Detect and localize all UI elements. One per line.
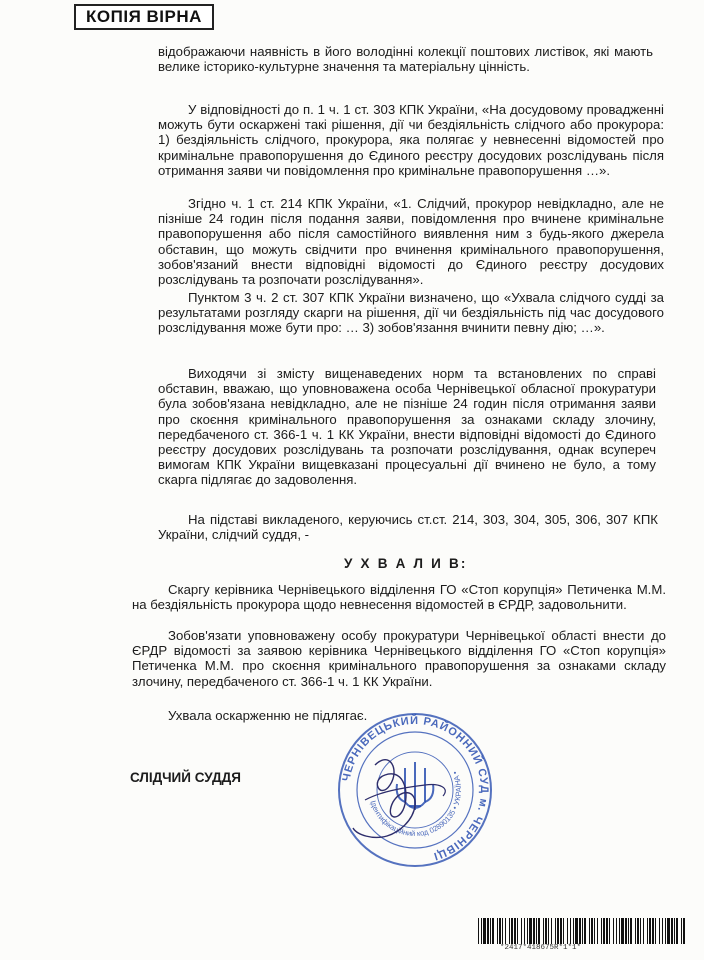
barcode-bar (649, 918, 651, 944)
barcode-bar (567, 918, 568, 944)
paragraph-5: Виходячи зі змісту вищенаведених норм та встановлених по справі обставин, вважаю, що уповноважена особа Чернівецької обласної прокуратури була зобов'язана невідкладно, але не пізніше 24 годин після отримання заяви про скоєння кримінального правопорушення за ознаками складу злочину, передбаченого ст. 366-1 ч. 1 КК України, внести відповідні відомості до Єдиного реєстру досудових розслідувань та розпочати розслідування, однак всупереч вимогам КПК України вищевказані процесуальні дії вчинено не було, а тому скарга підлягає до задоволення. (158, 366, 656, 488)
barcode-bar (557, 918, 559, 944)
barcode-bar (683, 918, 685, 944)
barcode-bar (555, 918, 556, 944)
barcode-bar (490, 918, 491, 944)
judge-signature (345, 740, 465, 850)
paragraph-9: Ухвала оскарженню не підлягає. (168, 708, 368, 723)
barcode-bar (582, 918, 583, 944)
barcode-bar (536, 918, 537, 944)
barcode-bar (548, 918, 549, 944)
barcode-bar (609, 918, 610, 944)
seal-inner-text: Ідентифікаційний код 02890135 • УКРАЇНА • (368, 769, 464, 839)
barcode-bar (521, 918, 522, 944)
barcode-bar (517, 918, 518, 944)
barcode-bar (478, 918, 479, 944)
barcode-bar (499, 918, 501, 944)
barcode-bar (514, 918, 516, 944)
barcode-bar (594, 918, 595, 944)
barcode-bar (543, 918, 544, 944)
barcode-bar (674, 918, 675, 944)
paragraph-6: На підставі викладеного, керуючись ст.ст. 214, 303, 304, 305, 306, 307 КПК України, слідчий суддя, - (158, 512, 658, 543)
barcode-bar (659, 918, 660, 944)
barcode-bar (481, 918, 482, 944)
barcode-bar (625, 918, 627, 944)
barcode-bar (533, 918, 535, 944)
barcode-bar (662, 918, 663, 944)
barcode-bar (584, 918, 586, 944)
barcode-bar (505, 918, 506, 944)
barcode-bar (667, 918, 670, 944)
barcode-bar (640, 918, 641, 944)
barcode-bar (676, 918, 678, 944)
barcode-bar (487, 918, 489, 944)
paragraph-3: Згідно ч. 1 ст. 214 КПК України, «1. Слідчий, прокурор невідкладно, але не пізніше 24 годин після подання заяви, повідомлення про вчинене кримінальне правопорушення або після самостійного виявлення ним з будь-якого джерела обставин, що можуть свідчити про вчинення кримінального правопорушення, зобов'язаний внести відповідні відомості до Єдиного реєстру досудових розслідувань та розпочати розслідування». (158, 196, 664, 288)
barcode-bar (606, 918, 608, 944)
barcode-bar (621, 918, 624, 944)
barcode-bar (511, 918, 513, 944)
barcode-bar (589, 918, 590, 944)
paragraph-2: У відповідності до п. 1 ч. 1 ст. 303 КПК України, «На досудовому провадженні можуть бути оскаржені такі рішення, дії чи бездіяльність слідчого або прокурора: 1) бездіяльність слідчого, прокурора, яка полягає у невнесенні відомостей про кримінальне правопорушення до Єдиного реєстру досудових розслідувань після отримання заяви чи повідомлення про кримінальне правопорушення …». (158, 102, 664, 178)
barcode-bar (529, 918, 532, 944)
barcode-bar (635, 918, 636, 944)
barcode-bar (551, 918, 552, 944)
barcode-bar (613, 918, 614, 944)
seal-outer-text: ЧЕРНІВЕЦЬКИЙ РАЙОННИЙ СУД м. ЧЕРНІВЦІ (340, 714, 491, 863)
barcode-bar (570, 918, 571, 944)
barcode-bar (652, 918, 654, 944)
barcode-bar (655, 918, 656, 944)
barcode-bar (630, 918, 632, 944)
barcode-bar (603, 918, 605, 944)
barcode-bar (497, 918, 498, 944)
barcode-bar (628, 918, 629, 944)
barcode-number: *2417*418675R*1*1* (500, 944, 582, 952)
barcode-bar (643, 918, 644, 944)
paragraph-4: Пунктом 3 ч. 2 ст. 307 КПК України визначено, що «Ухвала слідчого судді за результатами розгляду скарги на рішення, дії чи бездіяльність під час досудового розслідування може бути про: … 3) зобов'язання вчинити певну дію; …». (158, 290, 664, 336)
barcode-bar (538, 918, 540, 944)
decision-heading: У Х В А Л И В: (344, 556, 468, 571)
barcode-bar (563, 918, 564, 944)
barcode-bar (575, 918, 578, 944)
barcode-bar (502, 918, 503, 944)
barcode-bar (524, 918, 525, 944)
paragraph-7: Скаргу керівника Чернівецького відділення ГО «Стоп корупція» Петиченка М.М. на бездіяльність прокурора щодо невнесення відомостей в ЄРДР, задовольнити. (132, 582, 666, 613)
certified-copy-stamp: КОПІЯ ВІРНА (74, 4, 214, 30)
barcode-bar (601, 918, 602, 944)
barcode-bar (681, 918, 682, 944)
barcode-bar (597, 918, 598, 944)
barcode-bar (619, 918, 620, 944)
barcode-bar (545, 918, 547, 944)
paragraph-1: відображаючи наявність в його володінні колекції поштових листівок, які мають велике історико-культурне значення та матеріальну цінність. (158, 44, 653, 75)
barcode-bar (591, 918, 593, 944)
barcode-bar (573, 918, 574, 944)
judge-title: СЛІДЧИЙ СУДДЯ (130, 770, 241, 785)
paragraph-8: Зобов'язати уповноважену особу прокуратури Чернівецької області внести до ЄРДР відомості за заявою керівника Чернівецького відділення ГО «Стоп корупція» Петиченка М.М. про скоєння кримінального правопорушення за ознаками складу злочину, передбаченого ст. 366-1 ч. 1 КК України. (132, 628, 666, 689)
barcode-bar (637, 918, 639, 944)
barcode-bar (492, 918, 494, 944)
barcode-bar (671, 918, 673, 944)
barcode-bar (665, 918, 666, 944)
barcode-bar (483, 918, 486, 944)
barcode-bar (527, 918, 528, 944)
barcode-bar (647, 918, 648, 944)
barcode-bar (579, 918, 581, 944)
barcode-bar (616, 918, 617, 944)
barcode-bar (509, 918, 510, 944)
barcode-bar (560, 918, 562, 944)
barcode (478, 918, 686, 944)
